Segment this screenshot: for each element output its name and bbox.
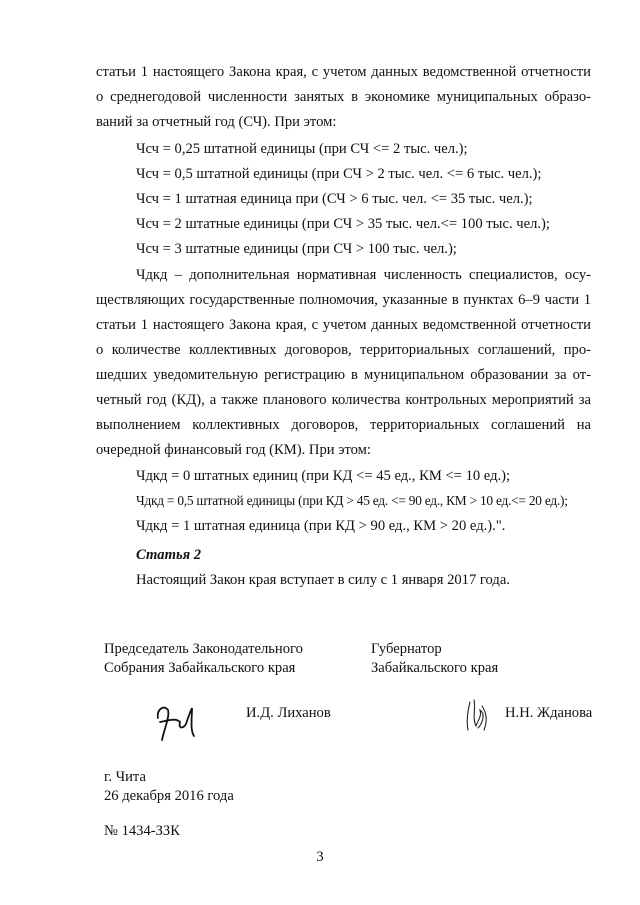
left-signatory-position: Председатель Законодательного xyxy=(104,641,303,657)
paragraph-line: о среднегодовой численности занятых в экономике муниципальных образо- xyxy=(96,89,591,105)
place: г. Чита xyxy=(104,769,146,785)
formula-line: Чсч = 0,25 штатной единицы (при СЧ <= 2 тыс. чел.); xyxy=(136,141,468,157)
page-number: 3 xyxy=(316,849,324,865)
paragraph-line: ществляющих государственные полномочия, указанные в пунктах 6–9 части 1 xyxy=(96,292,591,308)
article-heading: Статья 2 xyxy=(136,547,202,563)
paragraph-line: выполнением коллективных договоров, территориальных соглашений на xyxy=(96,417,591,433)
formula-line: Чсч = 1 штатная единица при (СЧ > 6 тыс. чел. <= 35 тыс. чел.); xyxy=(136,191,533,207)
left-handwritten-signature xyxy=(150,700,202,744)
article-text: Настоящий Закон края вступает в силу с 1 января 2017 года. xyxy=(136,572,510,588)
formula-line: Чсч = 2 штатные единицы (при СЧ > 35 тыс. чел.<= 100 тыс. чел.); xyxy=(136,216,550,232)
right-signatory-position: Забайкальского края xyxy=(371,660,499,676)
paragraph-line: ваний за отчетный год (СЧ). При этом: xyxy=(96,114,337,130)
formula-line: Чдкд = 0,5 штатной единицы (при КД > 45 ед. <= 90 ед., КМ > 10 ед.<= 20 ед.); xyxy=(136,493,568,508)
formula-line: Чсч = 3 штатные единицы (при СЧ > 100 тыс. чел.); xyxy=(136,241,457,257)
date: 26 декабря 2016 года xyxy=(104,788,234,804)
left-signatory-position: Собрания Забайкальского края xyxy=(104,660,296,676)
right-signatory-position: Губернатор xyxy=(371,641,442,657)
right-signatory-name: Н.Н. Жданова xyxy=(505,705,593,721)
paragraph-line: четный год (КД), а также планового количества контрольных мероприятий за xyxy=(96,392,591,408)
formula-line: Чдкд = 1 штатная единица (при КД > 90 ед., КМ > 20 ед.).". xyxy=(136,518,506,534)
law-number: № 1434-ЗЗК xyxy=(104,823,180,839)
left-signatory-name: И.Д. Лиханов xyxy=(246,705,331,721)
paragraph-line: статьи 1 настоящего Закона края, с учетом данных ведомственной отчетности xyxy=(96,64,591,80)
formula-line: Чдкд = 0 штатных единиц (при КД <= 45 ед., КМ <= 10 ед.); xyxy=(136,468,511,484)
paragraph-line: о количестве коллективных договоров, территориальных соглашений, про- xyxy=(96,342,591,358)
paragraph-line: Чдкд – дополнительная нормативная численность специалистов, осу- xyxy=(136,267,591,283)
right-handwritten-signature xyxy=(458,696,498,736)
formula-line: Чсч = 0,5 штатной единицы (при СЧ > 2 тыс. чел. <= 6 тыс. чел.); xyxy=(136,166,542,182)
paragraph-line: статьи 1 настоящего Закона края, с учетом данных ведомственной отчетности xyxy=(96,317,591,333)
paragraph-line: очередной финансовый год (КМ). При этом: xyxy=(96,442,371,458)
paragraph-line: шедших уведомительную регистрацию в муниципальном образовании за от- xyxy=(96,367,591,383)
